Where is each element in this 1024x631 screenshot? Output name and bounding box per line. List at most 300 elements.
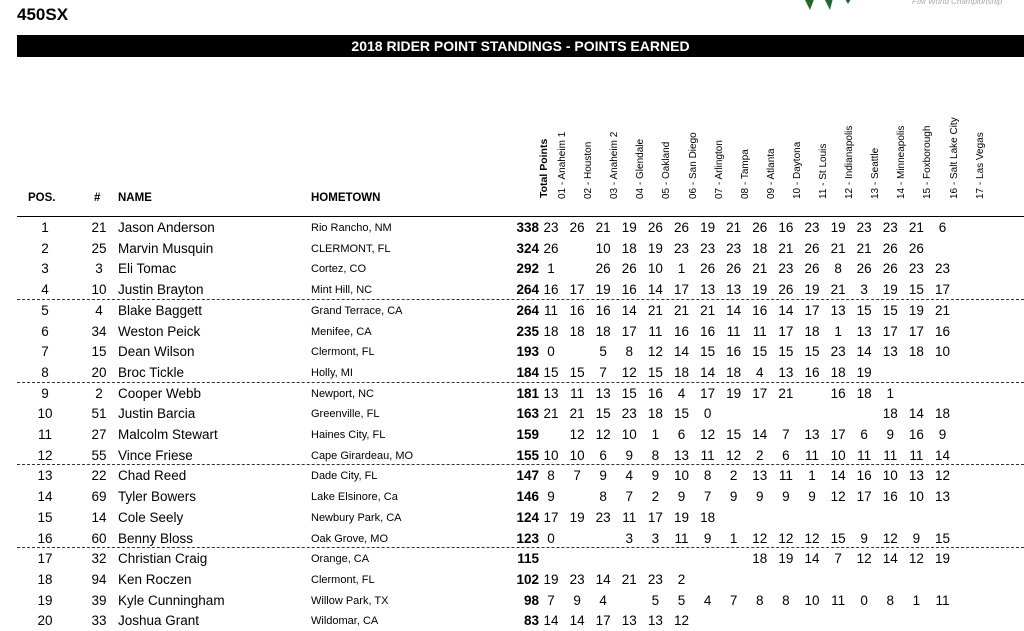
round-points: 17 xyxy=(752,385,768,401)
rider-total: 163 xyxy=(516,406,539,422)
round-points: 12 xyxy=(700,427,716,442)
table-row xyxy=(0,258,1024,279)
round-points: 8 xyxy=(625,344,634,360)
rider-total: 292 xyxy=(516,261,539,277)
round-points: 6 xyxy=(860,427,868,442)
round-points: 19 xyxy=(830,220,846,235)
round-points: 9 xyxy=(703,530,712,546)
round-points: 8 xyxy=(703,468,712,484)
round-points: 7 xyxy=(547,592,555,608)
round-points: 0 xyxy=(547,344,555,360)
round-points: 18 xyxy=(543,323,559,339)
rider-hometown: Rio Rancho, NM xyxy=(311,222,392,234)
col-header-round-label: 08 - Tampa xyxy=(739,149,751,199)
table-row xyxy=(0,548,1024,569)
round-points: 4 xyxy=(599,592,607,608)
round-points: 18 xyxy=(856,385,872,401)
round-points: 11 xyxy=(831,592,846,608)
rider-hometown: Newbury Park, CA xyxy=(311,511,402,524)
col-header-hometown: HOMETOWN xyxy=(311,192,381,204)
round-points: 10 xyxy=(621,427,637,442)
round-points: 11 xyxy=(622,509,637,525)
rider-hometown: Cortez, CO xyxy=(311,263,367,276)
round-points: 18 xyxy=(830,364,846,380)
col-header-round xyxy=(595,0,621,210)
rider-total: 123 xyxy=(516,530,539,546)
org-text: FIM World Championship xyxy=(912,0,1003,6)
round-points: 13 xyxy=(621,613,637,629)
rider-name: Malcolm Stewart xyxy=(118,427,218,442)
round-points: 19 xyxy=(647,240,663,256)
round-points: 2 xyxy=(651,489,660,505)
col-header-total xyxy=(524,0,550,210)
rider-hometown: Dade City, FL xyxy=(311,470,378,483)
table-row xyxy=(0,383,1024,404)
round-points: 9 xyxy=(886,427,895,442)
round-points: 15 xyxy=(726,427,742,442)
round-points: 17 xyxy=(569,282,585,298)
round-points: 26 xyxy=(804,261,820,277)
round-points: 1 xyxy=(912,592,921,608)
col-header-round xyxy=(908,0,934,210)
col-header-round-label: 13 - Seattle xyxy=(870,147,882,199)
round-points: 11 xyxy=(804,447,819,463)
rider-name: Jason Anderson xyxy=(118,220,215,235)
col-header-round-label: 03 - Anaheim 2 xyxy=(609,131,621,199)
col-header-round-label: 04 - Glendale xyxy=(635,138,647,199)
round-points: 15 xyxy=(700,344,716,360)
round-points: 10 xyxy=(830,447,846,463)
round-points: 19 xyxy=(569,509,585,525)
round-points: 17 xyxy=(804,302,820,318)
round-points: 13 xyxy=(778,364,794,380)
round-points: 21 xyxy=(569,406,585,422)
round-points: 14 xyxy=(934,447,951,463)
round-points: 18 xyxy=(934,406,951,422)
rider-number: 32 xyxy=(91,551,107,567)
round-points: 19 xyxy=(804,282,820,298)
round-points: 26 xyxy=(621,261,637,277)
round-points: 6 xyxy=(677,427,686,442)
round-points: 23 xyxy=(700,240,716,256)
rider-hometown: Lake Elsinore, Ca xyxy=(311,491,398,504)
col-header-round xyxy=(700,0,725,210)
rider-number: 51 xyxy=(91,406,107,422)
round-points: 14 xyxy=(700,364,716,380)
round-points: 17 xyxy=(778,323,794,339)
round-points: 19 xyxy=(856,364,872,380)
round-points: 21 xyxy=(778,385,794,401)
rider-number: 69 xyxy=(91,489,107,505)
round-points: 19 xyxy=(752,282,768,298)
rider-hometown: Haines City, FL xyxy=(311,429,386,441)
rider-pos: 18 xyxy=(37,571,53,587)
round-points: 23 xyxy=(778,261,794,277)
round-points: 16 xyxy=(908,427,924,442)
round-points: 26 xyxy=(908,240,924,256)
rider-hometown: Mint Hill, NC xyxy=(311,284,373,297)
rider-hometown: Clermont, FL xyxy=(311,573,375,586)
rider-hometown: Willow Park, TX xyxy=(311,594,389,607)
round-points: 26 xyxy=(726,261,742,277)
round-points: 14 xyxy=(543,613,559,629)
rider-total: 83 xyxy=(523,613,539,629)
round-points: 9 xyxy=(808,489,816,505)
table-row xyxy=(0,486,1024,507)
round-points: 1 xyxy=(886,385,895,401)
round-points: 14 xyxy=(804,551,820,567)
round-points: 12 xyxy=(778,530,794,546)
round-points: 18 xyxy=(804,323,820,339)
round-points: 23 xyxy=(647,571,663,587)
round-points: 21 xyxy=(595,220,611,235)
rider-number: 10 xyxy=(91,282,107,298)
round-points: 15 xyxy=(569,364,585,380)
rider-number: 27 xyxy=(91,427,107,442)
round-points: 14 xyxy=(856,344,872,360)
round-points: 14 xyxy=(595,571,611,587)
round-points: 0 xyxy=(547,530,555,546)
round-points: 12 xyxy=(569,427,585,442)
round-points: 10 xyxy=(908,489,924,505)
round-points: 13 xyxy=(700,282,716,298)
round-points: 9 xyxy=(756,489,764,505)
round-points: 21 xyxy=(934,302,951,318)
round-points: 26 xyxy=(804,240,820,256)
rider-name: Broc Tickle xyxy=(118,364,185,380)
round-points: 16 xyxy=(673,323,690,339)
col-header-round-label: 07 - Arlington xyxy=(713,140,725,199)
col-header-round xyxy=(569,0,595,210)
rider-name: Justin Barcia xyxy=(118,406,196,422)
round-points: 9 xyxy=(782,489,790,505)
round-points: 11 xyxy=(570,385,585,401)
round-points: 1 xyxy=(651,427,660,442)
col-header-round xyxy=(961,0,986,210)
rider-total: 155 xyxy=(516,447,539,463)
round-points: 14 xyxy=(752,427,768,442)
round-points: 13 xyxy=(595,385,611,401)
round-points: 18 xyxy=(700,509,716,525)
rider-number: 34 xyxy=(91,323,107,339)
round-points: 23 xyxy=(934,261,951,277)
round-points: 17 xyxy=(908,323,924,339)
col-header-round xyxy=(935,0,960,210)
round-points: 19 xyxy=(700,220,716,235)
rider-number: 55 xyxy=(91,447,107,463)
rider-pos: 17 xyxy=(37,551,53,567)
table-row xyxy=(0,300,1024,321)
round-points: 16 xyxy=(569,302,585,318)
round-points: 26 xyxy=(882,240,898,256)
round-points: 16 xyxy=(543,282,559,298)
round-points: 12 xyxy=(752,530,768,546)
rider-pos: 8 xyxy=(41,364,49,380)
round-points: 2 xyxy=(756,447,764,463)
round-points: 18 xyxy=(726,364,742,380)
round-points: 3 xyxy=(625,530,634,546)
round-points: 16 xyxy=(700,323,716,339)
round-points: 6 xyxy=(782,447,790,463)
round-points: 11 xyxy=(543,302,558,318)
col-header-round xyxy=(778,0,803,210)
rider-name: Benny Bloss xyxy=(118,530,194,546)
round-points: 11 xyxy=(857,447,872,463)
table-row xyxy=(0,445,1024,466)
col-header-round xyxy=(752,0,777,210)
col-header-round xyxy=(882,0,908,210)
rider-name: Chad Reed xyxy=(118,468,187,484)
table-row xyxy=(0,279,1024,300)
round-points: 8 xyxy=(886,592,895,608)
round-points: 16 xyxy=(647,385,663,401)
table-row xyxy=(0,528,1024,549)
round-points: 10 xyxy=(595,240,611,256)
round-points: 12 xyxy=(726,447,742,463)
round-points: 10 xyxy=(882,468,898,484)
round-points: 4 xyxy=(625,468,634,484)
rider-pos: 13 xyxy=(37,468,53,484)
round-points: 11 xyxy=(909,447,924,463)
round-points: 16 xyxy=(856,468,872,484)
round-points: 11 xyxy=(648,323,663,339)
round-points: 12 xyxy=(856,551,872,567)
table-row xyxy=(0,362,1024,383)
round-points: 16 xyxy=(830,385,846,401)
round-points: 17 xyxy=(595,613,611,629)
round-points: 7 xyxy=(729,592,738,608)
round-points: 2 xyxy=(677,571,686,587)
rider-number: 4 xyxy=(95,302,103,318)
round-points: 12 xyxy=(595,427,611,442)
round-points: 19 xyxy=(543,571,559,587)
round-points: 12 xyxy=(647,344,663,360)
rider-total: 115 xyxy=(517,551,539,567)
rider-pos: 3 xyxy=(41,261,49,277)
round-points: 14 xyxy=(621,302,637,318)
rider-total: 147 xyxy=(516,468,539,484)
rider-number: 25 xyxy=(91,240,107,256)
rider-total: 102 xyxy=(516,571,539,587)
col-header-round-label: 05 - Oakland xyxy=(661,141,673,199)
round-points: 12 xyxy=(934,468,951,484)
round-points: 15 xyxy=(543,364,559,380)
rider-name: Dean Wilson xyxy=(118,344,195,360)
round-points: 21 xyxy=(778,240,794,256)
rider-pos: 1 xyxy=(41,220,49,235)
round-points: 13 xyxy=(882,344,898,360)
round-points: 19 xyxy=(778,551,794,567)
round-points: 18 xyxy=(595,323,611,339)
round-points: 12 xyxy=(804,530,820,546)
round-points: 14 xyxy=(569,613,585,629)
col-header-round xyxy=(726,0,751,210)
round-points: 23 xyxy=(726,240,742,256)
rider-number: 33 xyxy=(91,613,107,629)
round-points: 23 xyxy=(830,344,846,360)
table-row xyxy=(0,341,1024,362)
round-points: 0 xyxy=(703,406,712,422)
round-points: 15 xyxy=(908,282,924,298)
round-points: 16 xyxy=(752,302,768,318)
round-points: 15 xyxy=(778,344,794,360)
round-points: 14 xyxy=(673,344,690,360)
round-points: 26 xyxy=(882,261,898,277)
col-header-round-label: 11 - St Louis xyxy=(818,143,829,199)
round-points: 13 xyxy=(804,427,820,442)
round-points: 13 xyxy=(647,613,663,629)
rider-name: Cooper Webb xyxy=(118,385,202,401)
col-header-name: NAME xyxy=(118,192,152,204)
rider-hometown: Newport, NC xyxy=(311,387,374,400)
rider-pos: 15 xyxy=(37,509,53,525)
round-points: 8 xyxy=(599,489,607,505)
round-points: 26 xyxy=(752,220,768,235)
round-points: 9 xyxy=(651,468,660,484)
round-points: 10 xyxy=(543,447,559,463)
round-points: 26 xyxy=(569,220,585,235)
rider-number: 20 xyxy=(91,364,107,380)
round-points: 7 xyxy=(599,364,607,380)
col-header-round xyxy=(647,0,673,210)
rider-hometown: Orange, CA xyxy=(311,553,370,566)
round-points: 26 xyxy=(647,220,663,235)
round-points: 17 xyxy=(647,509,663,525)
round-points: 15 xyxy=(882,302,898,318)
round-points: 4 xyxy=(756,364,764,380)
round-points: 19 xyxy=(908,302,924,318)
round-points: 18 xyxy=(621,240,637,256)
round-points: 21 xyxy=(726,220,742,235)
round-points: 12 xyxy=(882,530,898,546)
round-points: 21 xyxy=(700,302,716,318)
round-points: 11 xyxy=(674,530,689,546)
round-points: 17 xyxy=(700,385,716,401)
table-row xyxy=(0,465,1024,486)
col-header-total-label: Total Points xyxy=(538,138,550,198)
round-points: 11 xyxy=(935,592,950,608)
round-points: 23 xyxy=(882,220,898,235)
rider-total: 264 xyxy=(516,302,539,318)
rider-pos: 7 xyxy=(41,344,49,360)
round-points: 3 xyxy=(651,530,660,546)
round-points: 14 xyxy=(908,406,924,422)
rider-hometown: CLERMONT, FL xyxy=(311,242,391,255)
round-points: 17 xyxy=(882,323,898,339)
round-points: 17 xyxy=(934,282,951,298)
round-points: 15 xyxy=(621,385,637,401)
round-points: 8 xyxy=(756,592,764,608)
round-points: 10 xyxy=(934,344,951,360)
round-points: 3 xyxy=(860,282,868,298)
round-points: 13 xyxy=(856,323,872,339)
rider-hometown: Clermont, FL xyxy=(311,346,375,359)
rider-name: Cole Seely xyxy=(118,509,184,525)
round-points: 18 xyxy=(882,406,898,422)
round-points: 16 xyxy=(621,282,637,298)
col-header-round-label: 01 - Anaheim 1 xyxy=(557,131,568,199)
round-points: 18 xyxy=(908,344,924,360)
round-points: 11 xyxy=(883,447,898,463)
rider-hometown: Wildomar, CA xyxy=(311,615,379,628)
round-points: 7 xyxy=(573,468,581,484)
round-points: 19 xyxy=(621,220,637,235)
col-header-round xyxy=(830,0,856,210)
rider-number: 21 xyxy=(91,220,107,235)
round-points: 12 xyxy=(908,551,924,567)
rider-hometown: Cape Girardeau, MO xyxy=(311,449,414,462)
round-points: 21 xyxy=(830,240,846,256)
round-points: 9 xyxy=(912,530,921,546)
round-points: 9 xyxy=(573,592,581,608)
round-points: 16 xyxy=(726,344,742,360)
round-points: 21 xyxy=(621,571,637,587)
round-points: 23 xyxy=(908,261,924,277)
round-points: 12 xyxy=(830,489,846,505)
rider-hometown: Oak Grove, MO xyxy=(311,532,389,545)
rider-number: 15 xyxy=(91,344,107,360)
round-points: 13 xyxy=(908,468,924,484)
table-row xyxy=(0,217,1024,238)
round-points: 15 xyxy=(595,406,611,422)
col-header-round-label: 15 - Foxborough xyxy=(922,125,934,199)
col-header-round-label: 10 - Daytona xyxy=(791,141,803,199)
rider-hometown: Menifee, CA xyxy=(311,325,372,338)
col-header-round xyxy=(856,0,882,210)
round-points: 13 xyxy=(830,302,846,318)
round-points: 14 xyxy=(647,282,663,298)
round-points: 21 xyxy=(543,406,559,422)
round-points: 23 xyxy=(804,220,820,235)
rider-name: Vince Friese xyxy=(118,447,193,463)
round-points: 9 xyxy=(599,468,607,484)
round-points: 26 xyxy=(543,240,559,256)
round-points: 17 xyxy=(621,323,637,339)
round-points: 26 xyxy=(856,261,872,277)
round-points: 17 xyxy=(856,489,872,505)
round-points: 7 xyxy=(703,489,712,505)
col-header-pos: POS. xyxy=(28,192,56,204)
round-points: 15 xyxy=(856,302,872,318)
round-points: 18 xyxy=(752,551,768,567)
round-points: 7 xyxy=(782,427,790,442)
round-points: 18 xyxy=(647,406,663,422)
round-points: 21 xyxy=(673,302,690,318)
table-row xyxy=(0,507,1024,528)
round-points: 4 xyxy=(703,592,712,608)
round-points: 12 xyxy=(673,613,690,629)
round-points: 8 xyxy=(782,592,790,608)
table-row xyxy=(0,321,1024,342)
rider-name: Kyle Cunningham xyxy=(118,592,225,608)
rider-number: 14 xyxy=(91,509,107,525)
rider-pos: 20 xyxy=(37,613,53,629)
rider-hometown: Greenville, FL xyxy=(311,408,380,421)
standings-banner: 2018 RIDER POINT STANDINGS - POINTS EARNED xyxy=(17,35,1024,57)
round-points: 1 xyxy=(808,468,816,484)
round-points: 1 xyxy=(834,323,842,339)
round-points: 2 xyxy=(729,468,738,484)
round-points: 7 xyxy=(834,551,842,567)
round-points: 1 xyxy=(677,261,686,277)
round-points: 10 xyxy=(804,592,820,608)
round-points: 1 xyxy=(729,530,738,546)
round-points: 14 xyxy=(830,468,846,484)
col-header-round-label: 12 - Indianapolis xyxy=(844,125,856,199)
rider-name: Eli Tomac xyxy=(118,261,177,277)
rider-total: 124 xyxy=(516,509,539,525)
rider-name: Joshua Grant xyxy=(118,613,200,629)
